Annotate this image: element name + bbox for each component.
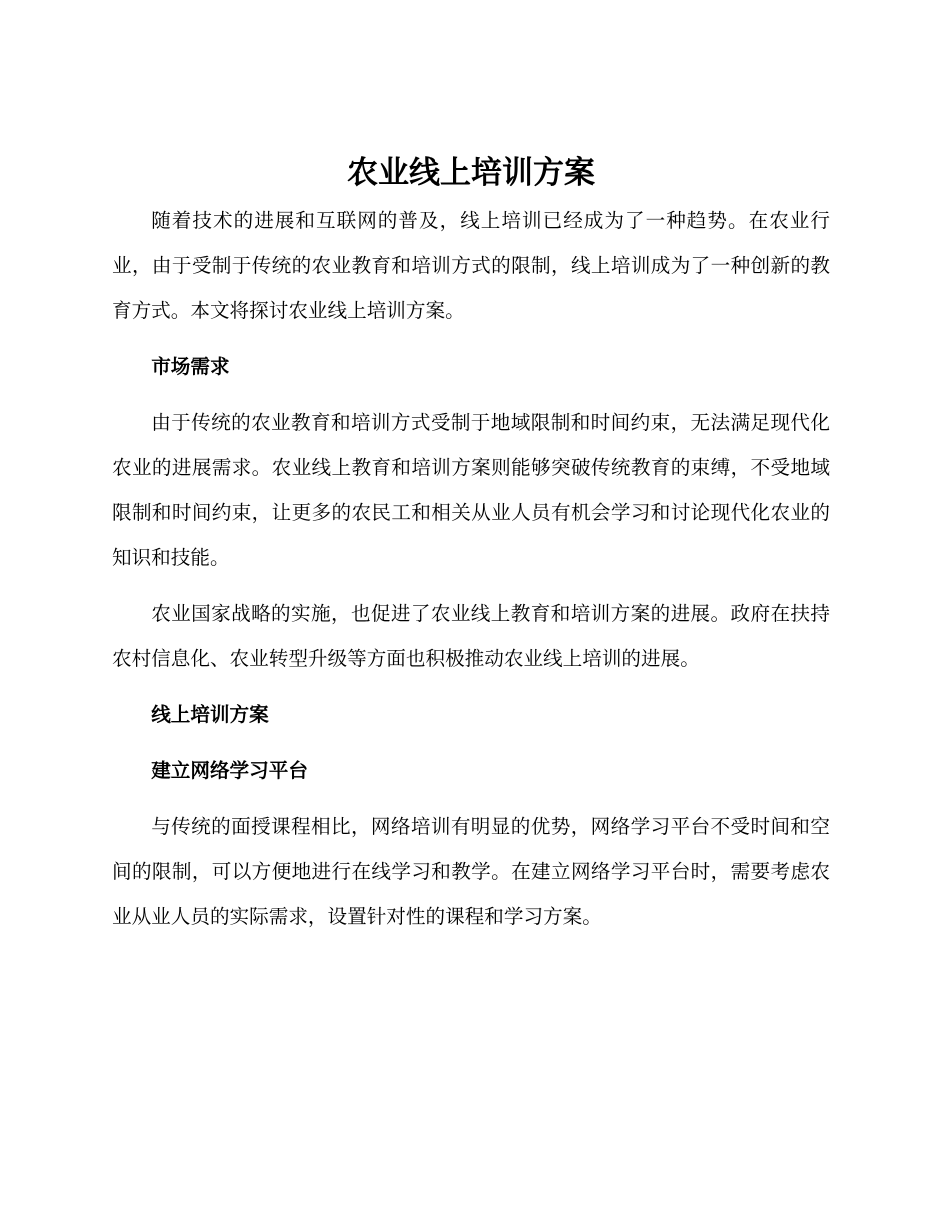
intro-paragraph: 随着技术的进展和互联网的普及，线上培训已经成为了一种趋势。在农业行业，由于受制于传统的农业教育和培训方式的限制，线上培训成为了一种创新的教育方式。本文将探讨农业线上培训方案。 (112, 209, 830, 322)
document-title: 农业线上培训方案 (347, 155, 595, 191)
spacer (112, 793, 830, 804)
spacer (112, 389, 830, 400)
spacer (112, 737, 830, 748)
spacer (112, 681, 830, 692)
document-page (112, 148, 830, 939)
market-demand-paragraph-2: 农业国家战略的实施，也促进了农业线上教育和培训方案的进展。政府在扶持农村信息化、农业转型升级等方面也积极推动农业线上培训的进展。 (112, 602, 830, 670)
section-heading-market-demand: 市场需求 (151, 355, 230, 378)
platform-paragraph: 与传统的面授课程相比，网络培训有明显的优势，网络学习平台不受时间和空间的限制，可以方便地进行在线学习和教学。在建立网络学习平台时，需要考虑农业从业人员的实际需求，设置针对性的课程和学习方案。 (112, 815, 830, 928)
spacer (112, 333, 830, 344)
market-demand-paragraph-1: 由于传统的农业教育和培训方式受制于地域限制和时间约束，无法满足现代化农业的进展需求。农业线上教育和培训方案则能够突破传统教育的束缚，不受地域限制和时间约束，让更多的农民工和相关从业人员有机会学习和讨论现代化农业的知识和技能。 (112, 411, 830, 569)
spacer (112, 580, 830, 591)
section-heading-online-training: 线上培训方案 (151, 703, 269, 726)
subsection-heading-platform: 建立网络学习平台 (151, 759, 308, 782)
